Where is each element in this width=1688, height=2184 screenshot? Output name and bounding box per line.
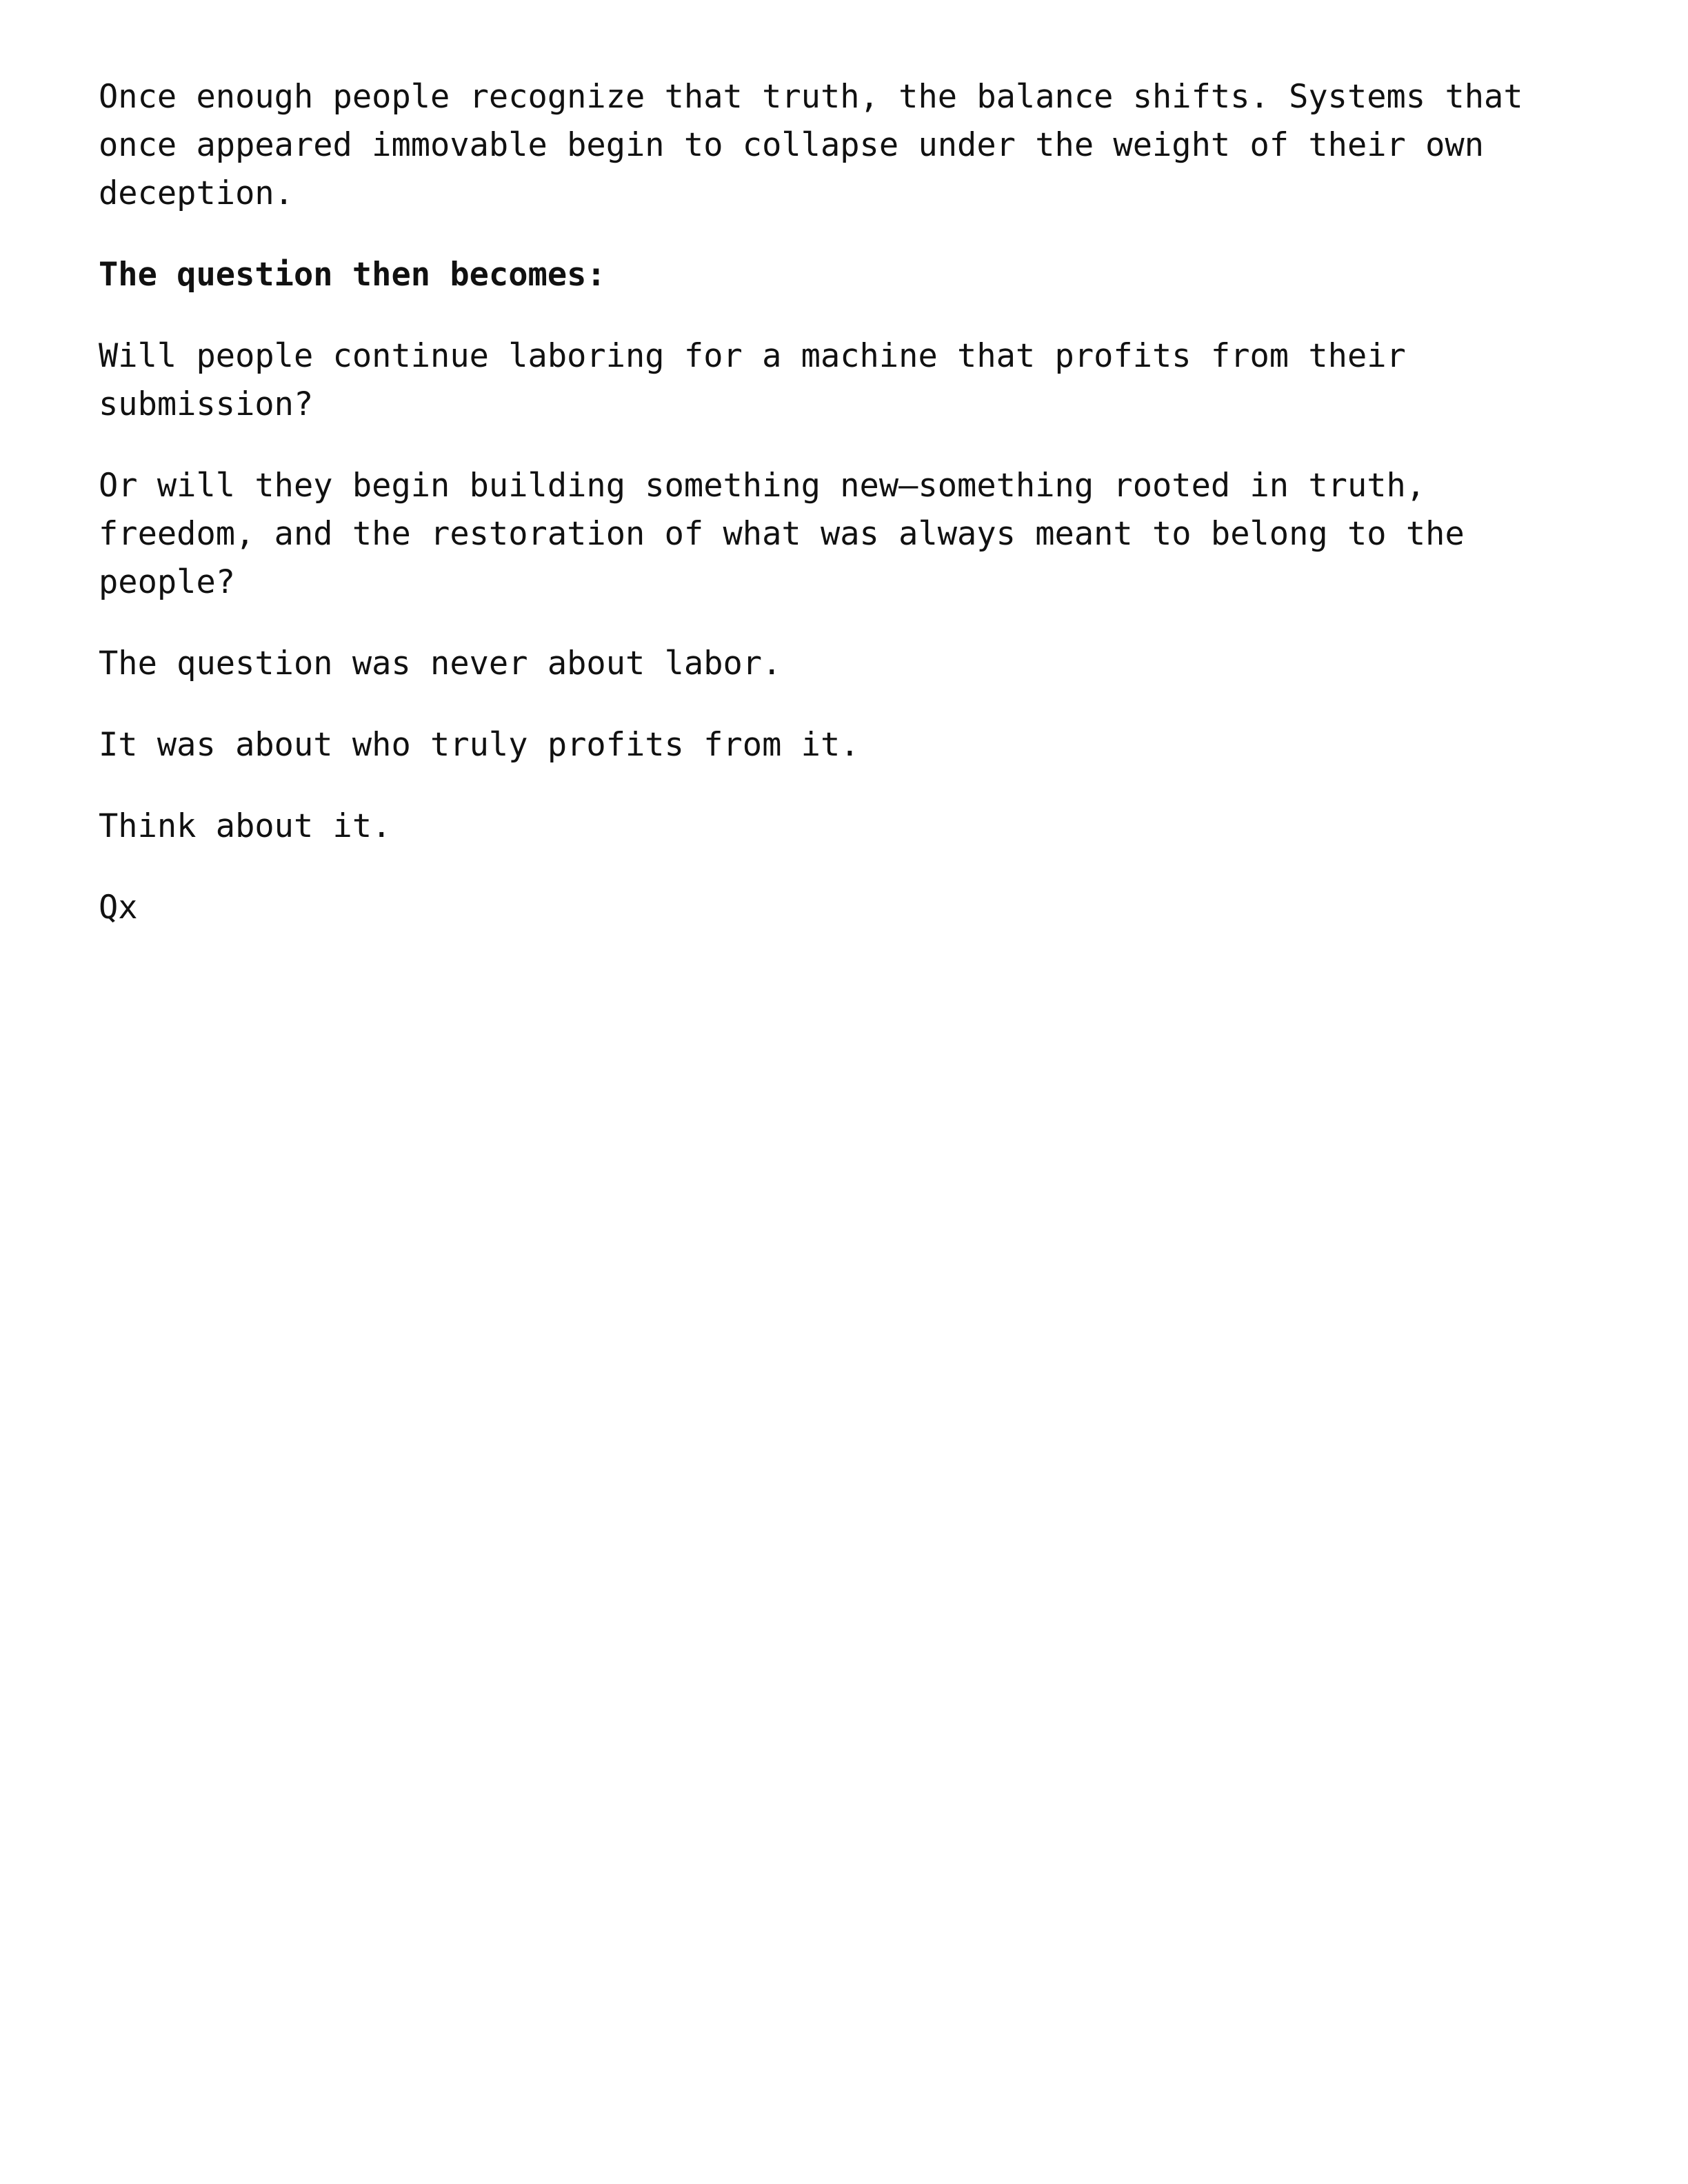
document-body (99, 73, 1602, 965)
paragraph-balance-shifts: Once enough people recognize that truth, the balance shifts. Systems that once appeared immovable begin to collapse under the weight of their own deception. (99, 78, 1523, 212)
paragraph-who-profits: It was about who truly profits from it. (99, 726, 860, 764)
paragraph-never-about-labor: The question was never about labor. (99, 645, 782, 682)
paragraph-will-people-continue: Will people continue laboring for a machine that profits from their submission? (99, 337, 1406, 423)
signature-text: Qx (99, 889, 138, 927)
question-heading: The question then becomes: (99, 256, 606, 294)
paragraph-build-something-new: Or will they begin building something new—something rooted in truth, freedom, and the restoration of what was always meant to belong to the people? (99, 467, 1465, 601)
paragraph-think-about-it: Think about it. (99, 807, 392, 845)
